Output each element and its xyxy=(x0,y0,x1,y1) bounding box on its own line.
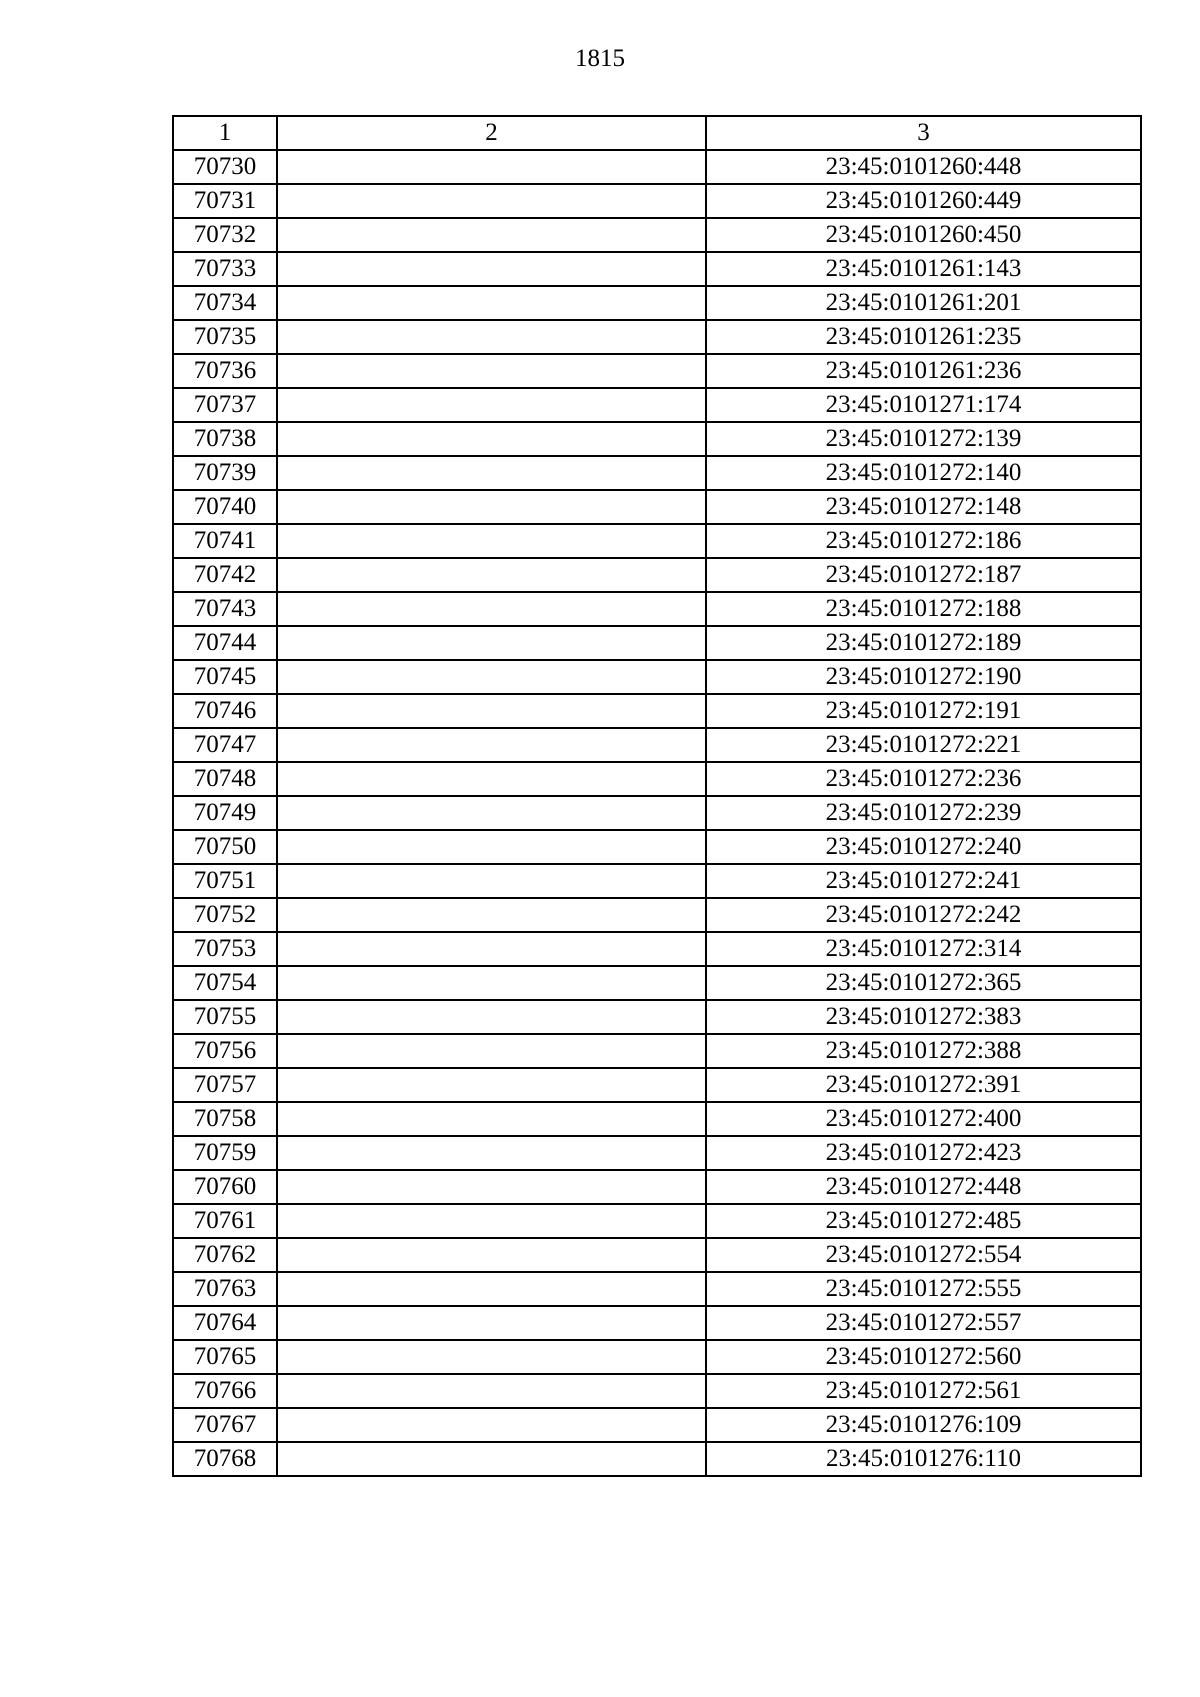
cadastral-number-cell: 23:45:0101276:109 xyxy=(706,1408,1141,1442)
table-row xyxy=(173,388,1141,422)
cadastral-number-cell: 23:45:0101272:555 xyxy=(706,1272,1141,1306)
row-number-cell: 70741 xyxy=(173,524,277,558)
description-cell xyxy=(277,1000,706,1034)
row-number-cell: 70733 xyxy=(173,252,277,286)
description-cell xyxy=(277,252,706,286)
row-number-cell: 70742 xyxy=(173,558,277,592)
description-cell xyxy=(277,1374,706,1408)
row-number-cell: 70737 xyxy=(173,388,277,422)
cadastral-number-cell: 23:45:0101272:485 xyxy=(706,1204,1141,1238)
table-row xyxy=(173,660,1141,694)
cadastral-number-cell: 23:45:0101261:236 xyxy=(706,354,1141,388)
cadastral-number-cell: 23:45:0101272:365 xyxy=(706,966,1141,1000)
cadastral-number-cell: 23:45:0101272:314 xyxy=(706,932,1141,966)
row-number-cell: 70757 xyxy=(173,1068,277,1102)
row-number-cell: 70768 xyxy=(173,1442,277,1476)
description-cell xyxy=(277,1442,706,1476)
cadastral-number-cell: 23:45:0101272:448 xyxy=(706,1170,1141,1204)
row-number-cell: 70766 xyxy=(173,1374,277,1408)
row-number-cell: 70732 xyxy=(173,218,277,252)
description-cell xyxy=(277,354,706,388)
table-row xyxy=(173,762,1141,796)
cadastral-number-cell: 23:45:0101261:235 xyxy=(706,320,1141,354)
cadastral-number-cell: 23:45:0101272:186 xyxy=(706,524,1141,558)
table-row xyxy=(173,1204,1141,1238)
row-number-cell: 70763 xyxy=(173,1272,277,1306)
row-number-cell: 70747 xyxy=(173,728,277,762)
cadastral-number-cell: 23:45:0101272:242 xyxy=(706,898,1141,932)
description-cell xyxy=(277,1102,706,1136)
description-cell xyxy=(277,1034,706,1068)
description-cell xyxy=(277,490,706,524)
table-row xyxy=(173,592,1141,626)
row-number-cell: 70760 xyxy=(173,1170,277,1204)
row-number-cell: 70753 xyxy=(173,932,277,966)
description-cell xyxy=(277,1204,706,1238)
table-row xyxy=(173,830,1141,864)
description-cell xyxy=(277,1340,706,1374)
cadastral-number-cell: 23:45:0101272:191 xyxy=(706,694,1141,728)
table-row xyxy=(173,286,1141,320)
cadastral-number-cell: 23:45:0101272:557 xyxy=(706,1306,1141,1340)
row-number-cell: 70739 xyxy=(173,456,277,490)
description-cell xyxy=(277,320,706,354)
table-row xyxy=(173,1272,1141,1306)
description-cell xyxy=(277,388,706,422)
row-number-cell: 70734 xyxy=(173,286,277,320)
table-body xyxy=(173,150,1141,1476)
cadastral-number-cell: 23:45:0101261:201 xyxy=(706,286,1141,320)
cadastral-number-cell: 23:45:0101272:240 xyxy=(706,830,1141,864)
table-row xyxy=(173,864,1141,898)
description-cell xyxy=(277,1306,706,1340)
description-cell xyxy=(277,694,706,728)
cadastral-number-cell: 23:45:0101260:450 xyxy=(706,218,1141,252)
row-number-cell: 70740 xyxy=(173,490,277,524)
table-row xyxy=(173,1170,1141,1204)
cadastral-number-cell: 23:45:0101272:221 xyxy=(706,728,1141,762)
header-col-2: 2 xyxy=(277,116,706,150)
table-row xyxy=(173,796,1141,830)
row-number-cell: 70761 xyxy=(173,1204,277,1238)
cadastral-number-cell: 23:45:0101272:190 xyxy=(706,660,1141,694)
row-number-cell: 70767 xyxy=(173,1408,277,1442)
cadastral-number-cell: 23:45:0101272:554 xyxy=(706,1238,1141,1272)
row-number-cell: 70738 xyxy=(173,422,277,456)
row-number-cell: 70748 xyxy=(173,762,277,796)
table-row xyxy=(173,1068,1141,1102)
table-row xyxy=(173,966,1141,1000)
row-number-cell: 70751 xyxy=(173,864,277,898)
cadastral-number-cell: 23:45:0101272:383 xyxy=(706,1000,1141,1034)
description-cell xyxy=(277,150,706,184)
description-cell xyxy=(277,626,706,660)
table-row xyxy=(173,1408,1141,1442)
description-cell xyxy=(277,1238,706,1272)
cadastral-number-cell: 23:45:0101272:189 xyxy=(706,626,1141,660)
table-row xyxy=(173,1000,1141,1034)
table-row xyxy=(173,354,1141,388)
cadastral-number-cell: 23:45:0101272:139 xyxy=(706,422,1141,456)
cadastral-number-cell: 23:45:0101272:241 xyxy=(706,864,1141,898)
row-number-cell: 70752 xyxy=(173,898,277,932)
table-row xyxy=(173,1374,1141,1408)
cadastral-number-cell: 23:45:0101261:143 xyxy=(706,252,1141,286)
table-row xyxy=(173,1102,1141,1136)
table-row xyxy=(173,558,1141,592)
table-row xyxy=(173,524,1141,558)
table-header xyxy=(173,116,1141,150)
cadastral-number-cell: 23:45:0101260:449 xyxy=(706,184,1141,218)
table-row xyxy=(173,422,1141,456)
row-number-cell: 70750 xyxy=(173,830,277,864)
header-col-3: 3 xyxy=(706,116,1141,150)
cadastral-number-cell: 23:45:0101272:400 xyxy=(706,1102,1141,1136)
cadastral-number-cell: 23:45:0101260:448 xyxy=(706,150,1141,184)
table-row xyxy=(173,456,1141,490)
row-number-cell: 70731 xyxy=(173,184,277,218)
table-row xyxy=(173,150,1141,184)
table-row xyxy=(173,218,1141,252)
cadastral-number-cell: 23:45:0101272:388 xyxy=(706,1034,1141,1068)
row-number-cell: 70746 xyxy=(173,694,277,728)
row-number-cell: 70730 xyxy=(173,150,277,184)
table-row xyxy=(173,490,1141,524)
description-cell xyxy=(277,898,706,932)
table-row xyxy=(173,626,1141,660)
table-row xyxy=(173,694,1141,728)
description-cell xyxy=(277,1068,706,1102)
cadastral-number-cell: 23:45:0101272:188 xyxy=(706,592,1141,626)
table-row xyxy=(173,1034,1141,1068)
row-number-cell: 70735 xyxy=(173,320,277,354)
description-cell xyxy=(277,864,706,898)
description-cell xyxy=(277,422,706,456)
cadastral-number-cell: 23:45:0101272:187 xyxy=(706,558,1141,592)
row-number-cell: 70745 xyxy=(173,660,277,694)
description-cell xyxy=(277,184,706,218)
row-number-cell: 70749 xyxy=(173,796,277,830)
table-row xyxy=(173,1136,1141,1170)
cadastral-number-cell: 23:45:0101272:236 xyxy=(706,762,1141,796)
description-cell xyxy=(277,660,706,694)
description-cell xyxy=(277,592,706,626)
table-row xyxy=(173,932,1141,966)
row-number-cell: 70762 xyxy=(173,1238,277,1272)
description-cell xyxy=(277,1408,706,1442)
cadastral-number-cell: 23:45:0101272:148 xyxy=(706,490,1141,524)
description-cell xyxy=(277,1170,706,1204)
description-cell xyxy=(277,218,706,252)
row-number-cell: 70754 xyxy=(173,966,277,1000)
cadastral-number-cell: 23:45:0101272:239 xyxy=(706,796,1141,830)
row-number-cell: 70756 xyxy=(173,1034,277,1068)
description-cell xyxy=(277,966,706,1000)
cadastral-number-cell: 23:45:0101272:561 xyxy=(706,1374,1141,1408)
row-number-cell: 70736 xyxy=(173,354,277,388)
row-number-cell: 70758 xyxy=(173,1102,277,1136)
description-cell xyxy=(277,1272,706,1306)
description-cell xyxy=(277,728,706,762)
description-cell xyxy=(277,932,706,966)
description-cell xyxy=(277,558,706,592)
header-col-1: 1 xyxy=(173,116,277,150)
page-number: 1815 xyxy=(575,45,625,72)
table-row xyxy=(173,1306,1141,1340)
row-number-cell: 70744 xyxy=(173,626,277,660)
row-number-cell: 70755 xyxy=(173,1000,277,1034)
register-table xyxy=(172,115,1142,1477)
description-cell xyxy=(277,456,706,490)
table-row xyxy=(173,1238,1141,1272)
cadastral-number-cell: 23:45:0101272:140 xyxy=(706,456,1141,490)
header-row xyxy=(173,116,1141,150)
cadastral-number-cell: 23:45:0101276:110 xyxy=(706,1442,1141,1476)
description-cell xyxy=(277,796,706,830)
row-number-cell: 70759 xyxy=(173,1136,277,1170)
description-cell xyxy=(277,1136,706,1170)
description-cell xyxy=(277,286,706,320)
table-row xyxy=(173,184,1141,218)
table-row xyxy=(173,728,1141,762)
row-number-cell: 70743 xyxy=(173,592,277,626)
cadastral-number-cell: 23:45:0101271:174 xyxy=(706,388,1141,422)
description-cell xyxy=(277,830,706,864)
table-row xyxy=(173,252,1141,286)
row-number-cell: 70764 xyxy=(173,1306,277,1340)
cadastral-number-cell: 23:45:0101272:391 xyxy=(706,1068,1141,1102)
table-row xyxy=(173,1442,1141,1476)
table-row xyxy=(173,320,1141,354)
table-row xyxy=(173,1340,1141,1374)
row-number-cell: 70765 xyxy=(173,1340,277,1374)
table-row xyxy=(173,898,1141,932)
description-cell xyxy=(277,762,706,796)
cadastral-number-cell: 23:45:0101272:560 xyxy=(706,1340,1141,1374)
cadastral-number-cell: 23:45:0101272:423 xyxy=(706,1136,1141,1170)
description-cell xyxy=(277,524,706,558)
